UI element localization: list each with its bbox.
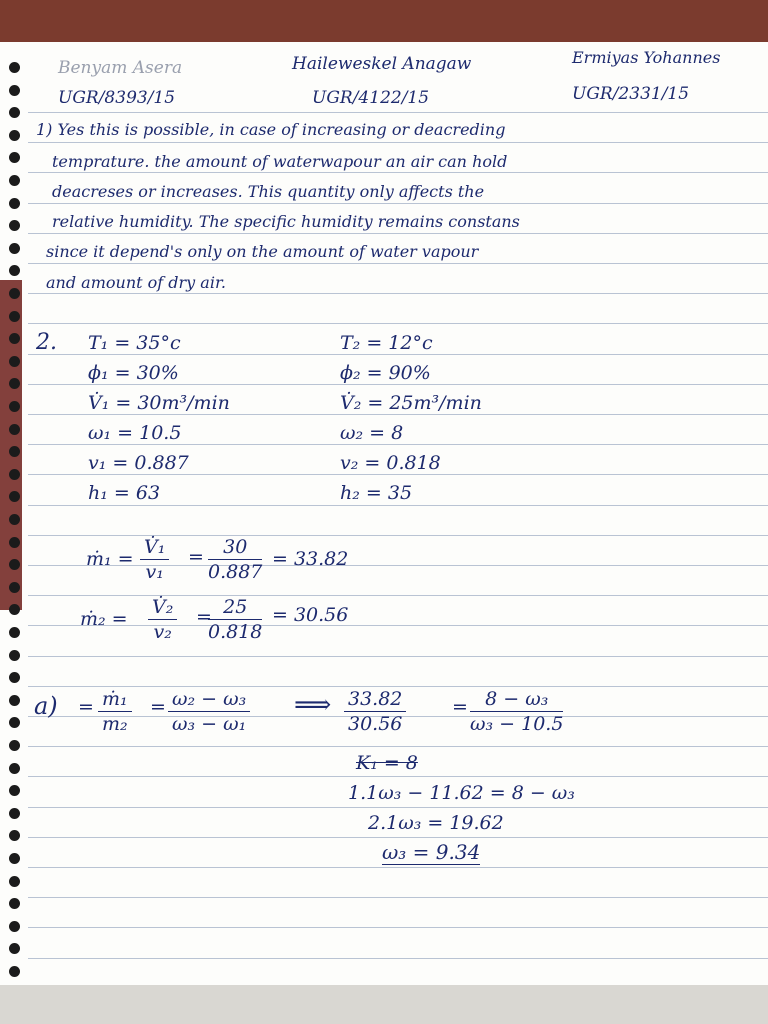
- ruled-line: [28, 807, 768, 808]
- ruled-line: [28, 354, 768, 355]
- ruled-line: [28, 112, 768, 113]
- spiral-hole: [9, 198, 20, 209]
- m2-num2: 25: [208, 596, 262, 620]
- spiral-hole: [9, 537, 20, 548]
- ruled-line: [28, 142, 768, 143]
- part-a-frac-1: [98, 688, 132, 735]
- spiral-hole: [9, 785, 20, 796]
- spiral-hole: [9, 830, 20, 841]
- m1-fraction-symbolic: [140, 536, 169, 583]
- spiral-hole: [9, 311, 20, 322]
- part-a-frac-3-den: 30.56: [348, 713, 403, 735]
- q2-left-3: ω₁ = 10.5: [88, 422, 182, 444]
- m1-den: v₁: [145, 561, 164, 583]
- author-id-1: UGR/8393/15: [58, 88, 176, 108]
- ruled-line: [28, 505, 768, 506]
- spiral-hole: [9, 627, 20, 638]
- spiral-hole: [9, 265, 20, 276]
- q2-right-0: T₂ = 12°c: [340, 332, 433, 354]
- q1-line-3: deacreses or increases. This quantity only affects the: [52, 182, 485, 201]
- part-a-frac-2-den: ω₃ − ω₁: [172, 713, 247, 735]
- part-a-step-3: 2.1ω₃ = 19.62: [368, 812, 504, 834]
- m2-result: = 30.56: [272, 604, 349, 626]
- part-a-frac-4: [470, 688, 563, 735]
- part-a-frac-3: [344, 688, 406, 735]
- m2-eq: =: [196, 606, 212, 628]
- spiral-hole: [9, 469, 20, 480]
- part-a-frac-2: [168, 688, 250, 735]
- q1-line-4: relative humidity. The specific humidity remains constans: [52, 212, 520, 231]
- q1-line-6: and amount of dry air.: [46, 273, 226, 292]
- spiral-hole: [9, 604, 20, 615]
- part-a-arrow: ⟹: [294, 690, 332, 720]
- part-a-frac-4-den: ω₃ − 10.5: [470, 713, 564, 735]
- ruled-line: [28, 444, 768, 445]
- spiral-hole: [9, 672, 20, 683]
- m1-lhs: ṁ₁ =: [86, 548, 134, 570]
- spiral-hole: [9, 288, 20, 299]
- ruled-line: [28, 233, 768, 234]
- ruled-line: [28, 293, 768, 294]
- ruled-line: [28, 776, 768, 777]
- ruled-line: [28, 686, 768, 687]
- q2-right-3: ω₂ = 8: [340, 422, 404, 444]
- m2-fraction-numeric: [208, 596, 262, 643]
- q2-right-1: ϕ₂ = 90%: [340, 362, 431, 384]
- m2-den: v₂: [153, 621, 172, 643]
- author-name-1: Benyam Asera: [58, 58, 183, 78]
- part-a-frac-2-num: ω₂ − ω₃: [168, 688, 250, 712]
- q2-right-2: V̇₂ = 25m³/min: [340, 392, 482, 414]
- ruled-line: [28, 565, 768, 566]
- spiral-hole: [9, 763, 20, 774]
- background-bottom: [0, 985, 768, 1024]
- spiral-hole: [9, 85, 20, 96]
- m2-lhs: ṁ₂ =: [80, 608, 128, 630]
- spiral-hole: [9, 559, 20, 570]
- spiral-hole: [9, 62, 20, 73]
- part-a-step-struck: K₁ = 8: [356, 752, 418, 774]
- spiral-hole: [9, 808, 20, 819]
- ruled-line: [28, 897, 768, 898]
- m2-den2: 0.818: [208, 621, 263, 643]
- spiral-hole: [9, 582, 20, 593]
- ruled-line: [28, 746, 768, 747]
- m2-num: V̇₂: [148, 596, 177, 620]
- spiral-hole: [9, 243, 20, 254]
- spiral-hole: [9, 446, 20, 457]
- m1-num: V̇₁: [140, 536, 169, 560]
- author-id-3: UGR/2331/15: [572, 84, 690, 104]
- ruled-line: [28, 656, 768, 657]
- part-a-eq-3: =: [452, 696, 468, 718]
- ruled-line: [28, 172, 768, 173]
- part-a-frac-1-den: m₂: [102, 713, 128, 735]
- part-a-label: a): [34, 692, 58, 720]
- spiral-hole: [9, 943, 20, 954]
- author-name-3: Ermiyas Yohannes: [572, 48, 721, 67]
- q2-right-4: v₂ = 0.818: [340, 452, 441, 474]
- spiral-hole: [9, 220, 20, 231]
- ruled-line: [28, 837, 768, 838]
- q1-line-5: since it depend's only on the amount of water vapour: [46, 242, 479, 261]
- m2-fraction-symbolic: [148, 596, 177, 643]
- spiral-hole: [9, 650, 20, 661]
- spiral-hole: [9, 491, 20, 502]
- spiral-hole: [9, 740, 20, 751]
- spiral-hole: [9, 695, 20, 706]
- author-id-2: UGR/4122/15: [312, 88, 430, 108]
- spiral-hole: [9, 424, 20, 435]
- m1-den2: 0.887: [208, 561, 263, 583]
- spiral-hole: [9, 401, 20, 412]
- spiral-hole: [9, 876, 20, 887]
- spiral-hole: [9, 152, 20, 163]
- q2-left-5: h₁ = 63: [88, 482, 161, 504]
- ruled-line: [28, 958, 768, 959]
- m1-eq: =: [188, 546, 204, 568]
- spiral-hole: [9, 921, 20, 932]
- ruled-line: [28, 414, 768, 415]
- ruled-line: [28, 203, 768, 204]
- q1-line-1: 1) Yes this is possible, in case of increasing or deacreding: [36, 120, 506, 139]
- part-a-eq-sign: =: [78, 696, 94, 718]
- ruled-line: [28, 535, 768, 536]
- ruled-line: [28, 625, 768, 626]
- part-a-answer: ω₃ = 9.34: [382, 840, 481, 864]
- ruled-line: [28, 927, 768, 928]
- q2-left-4: v₁ = 0.887: [88, 452, 189, 474]
- m1-result: = 33.82: [272, 548, 349, 570]
- spiral-hole: [9, 356, 20, 367]
- part-a-eq-2: =: [150, 696, 166, 718]
- part-a-step-2: 1.1ω₃ − 11.62 = 8 − ω₃: [348, 782, 575, 804]
- ruled-line: [28, 384, 768, 385]
- spiral-hole: [9, 853, 20, 864]
- spiral-hole: [9, 898, 20, 909]
- spiral-hole: [9, 107, 20, 118]
- ruled-line: [28, 867, 768, 868]
- spiral-hole: [9, 717, 20, 728]
- part-a-frac-3-num: 33.82: [344, 688, 406, 712]
- part-a-frac-4-num: 8 − ω₃: [470, 688, 563, 712]
- background-band: [0, 0, 768, 42]
- spiral-hole: [9, 175, 20, 186]
- ruled-line: [28, 323, 768, 324]
- q2-left-2: V̇₁ = 30m³/min: [88, 392, 230, 414]
- ruled-line: [28, 474, 768, 475]
- ruled-line: [28, 263, 768, 264]
- spiral-hole: [9, 378, 20, 389]
- ruled-line: [28, 595, 768, 596]
- spiral-hole: [9, 333, 20, 344]
- author-name-2: Haileweskel Anagaw: [292, 54, 472, 74]
- q2-left-0: T₁ = 35°c: [88, 332, 181, 354]
- q1-line-2: temprature. the amount of waterwapour an air can hold: [52, 152, 508, 171]
- spiral-hole: [9, 514, 20, 525]
- part-a-frac-1-num: ṁ₁: [98, 688, 132, 712]
- spiral-hole: [9, 130, 20, 141]
- q2-number: 2.: [36, 330, 57, 355]
- m1-fraction-numeric: [208, 536, 262, 583]
- q2-right-5: h₂ = 35: [340, 482, 413, 504]
- spiral-hole: [9, 966, 20, 977]
- q2-left-1: ϕ₁ = 30%: [88, 362, 179, 384]
- m1-num2: 30: [208, 536, 262, 560]
